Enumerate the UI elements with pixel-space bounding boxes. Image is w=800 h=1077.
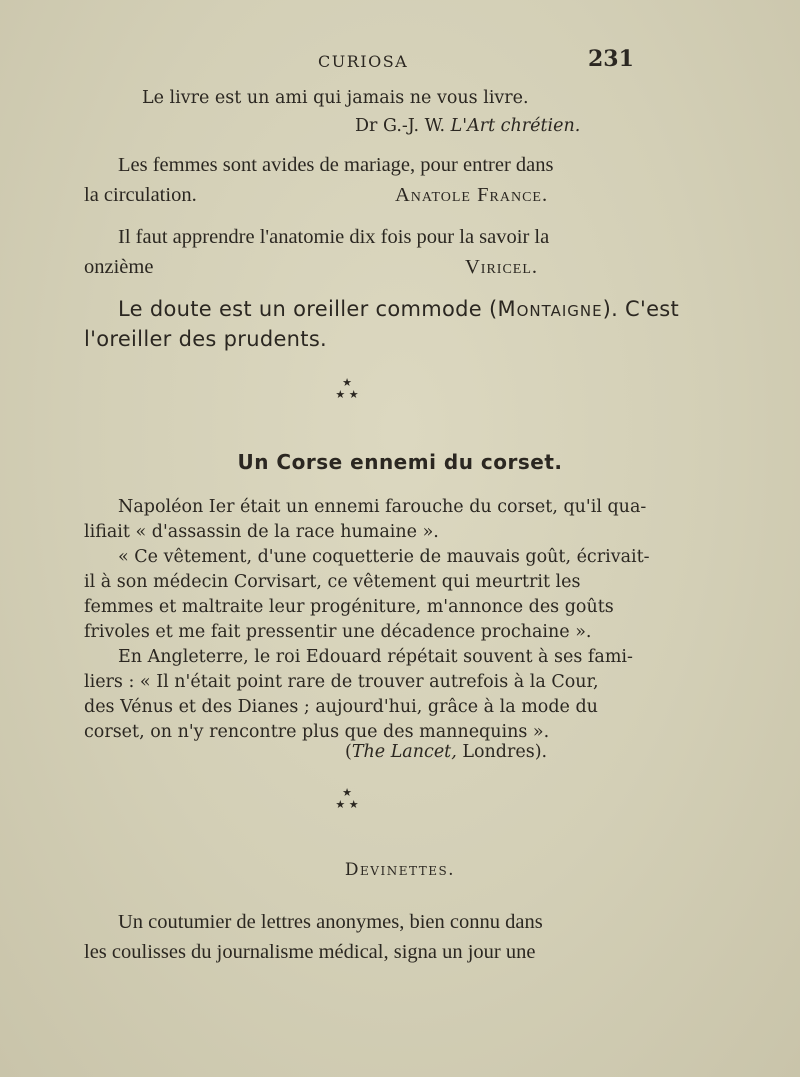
section1-source-place: Londres). [462,742,548,762]
section1-line-5: femmes et maltraite leur progéniture, m'annonce des goûts [84,597,614,617]
quote3-line1: Il faut apprendre l'anatomie dix fois pour la savoir la [118,226,550,248]
section1-line-4: il à son médecin Corvisart, ce vêtement qui meurtrit les [84,572,581,592]
quote4-line1 [118,297,679,321]
section1-line-10: corset, on n'y rencontre plus que des mannequins ». [84,722,550,742]
quote1-attribution-work: L'Art chrétien. [450,116,581,136]
quote1-attribution [355,116,580,136]
section1-line-1: Napoléon Ier était un ennemi farouche du corset, qu'il qua- [118,497,647,517]
section1-line-3: « Ce vêtement, d'une coquetterie de mauvais goût, écrivait- [118,547,650,567]
quote1-attribution-prefix: Dr G.-J. W. [355,116,446,136]
section1-line-9: des Vénus et des Dianes ; aujourd'hui, grâce à la mode du [84,697,598,717]
section2-line-2: les coulisses du journalisme médical, signa un jour une [84,941,536,963]
section1-heading: Un Corse ennemi du corset. [237,450,563,474]
quote2-line1: Les femmes sont avides de mariage, pour entrer dans [118,154,554,176]
separator-stars-1 [327,377,367,401]
quote2-line2: la circulation. [84,184,197,206]
quote3-line2: onzième [84,256,154,278]
quote4-line1-b: ). C'est [602,297,680,321]
section2-line-1: Un coutumier de lettres anonymes, bien connu dans [118,911,543,933]
section1-source-work: The Lancet, [351,742,457,762]
running-header: CURIOSA [318,52,409,71]
quote2-author: Anatole France. [395,184,549,206]
star-pair-icon: ★ ★ [335,798,359,811]
quote4-line1-a: Le doute est un oreiller commode ( [118,297,498,321]
section1-source: (The Lancet, Londres). [345,742,548,762]
star-pair-icon: ★ ★ [335,388,359,401]
quote4-author: Montaigne [497,297,603,321]
section1-line-6: frivoles et me fait pressentir une décadence prochaine ». [84,622,592,642]
section1-line-7: En Angleterre, le roi Edouard répétait souvent à ses fami- [118,647,633,667]
section1-line-8: liers : « Il n'était point rare de trouver autrefois à la Cour, [84,672,599,692]
quote4-line2: l'oreiller des prudents. [84,327,328,351]
quote1-text: Le livre est un ami qui jamais ne vous livre. [142,88,529,108]
page-number: 231 [588,46,634,72]
star-icon: ★ [342,786,352,799]
quote3-author: Viricel. [465,256,539,278]
section1-line-2: lifiait « d'assassin de la race humaine ». [84,522,439,542]
section2-heading: Devinettes. [344,860,456,880]
separator-stars-2 [327,787,367,811]
star-icon: ★ [342,376,352,389]
